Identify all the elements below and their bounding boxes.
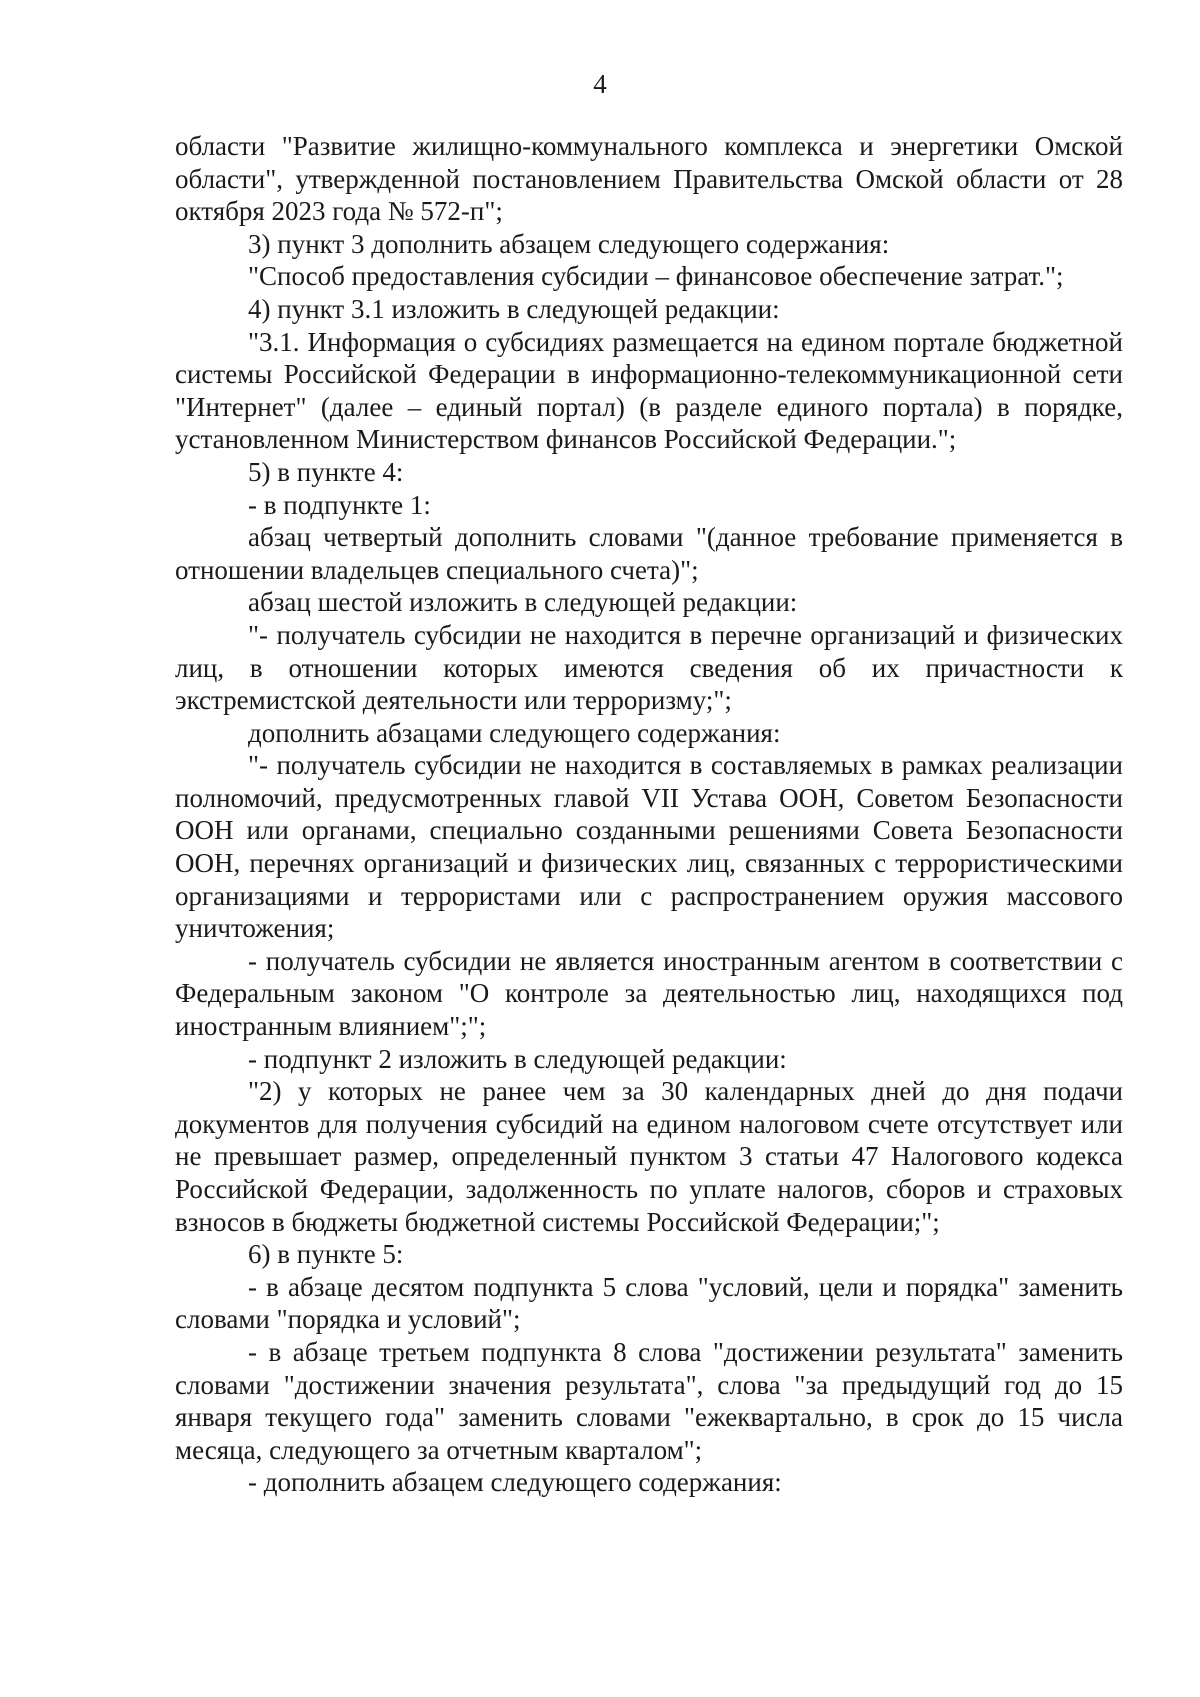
paragraph: "3.1. Информация о субсидиях размещается на едином портале бюджетной системы Российской Федерации в информационно-телекоммуникационной сети "Интернет" (далее – единый портал) (в разделе единого портала) в порядке, установленном Министерством финансов Российской Федерации."; (175, 326, 1123, 455)
paragraph: дополнить абзацами следующего содержания: (248, 717, 781, 748)
paragraph: 6) в пункте 5: (248, 1239, 404, 1270)
paragraph: - подпункт 2 изложить в следующей редакции: (248, 1043, 787, 1074)
paragraph: "- получатель субсидии не находится в перечне организаций и физических лиц, в отношении которых имеются сведения об их причастности к экстремистской деятельности или терроризму;"; (175, 619, 1123, 716)
paragraph: 4) пункт 3.1 изложить в следующей редакции: (248, 293, 780, 324)
paragraph: 3) пункт 3 дополнить абзацем следующего содержания: (248, 228, 890, 259)
paragraph: - дополнить абзацем следующего содержания: (248, 1467, 782, 1498)
paragraph: области "Развитие жилищно-коммунального комплекса и энергетики Омской области", утвержденной постановлением Правительства Омской области от 28 октября 2023 года № 572-п"; (175, 131, 1123, 227)
document-body (175, 130, 1123, 1499)
paragraph: "- получатель субсидии не находится в составляемых в рамках реализации полномочий, предусмотренных главой VII Устава ООН, Советом Безопасности ООН или органами, специально созданными решениями Совета Безопасности ООН, перечнях организаций и физических лиц, связанных с террористическими организациями и террористами или с распространением оружия массового уничтожения; (175, 750, 1123, 944)
page-number: 4 (593, 69, 607, 99)
paragraph: - в абзаце десятом подпункта 5 слова "условий, цели и порядка" заменить словами "порядка и условий"; (175, 1271, 1123, 1335)
paragraph: - в подпункте 1: (248, 489, 431, 520)
paragraph: "Способ предоставления субсидии – финансовое обеспечение затрат."; (248, 261, 1064, 292)
paragraph: - получатель субсидии не является иностранным агентом в соответствии с Федеральным законом "О контроле за деятельностью лиц, находящихся под иностранным влиянием";"; (175, 945, 1123, 1042)
paragraph: "2) у которых не ранее чем за 30 календарных дней до дня подачи документов для получения субсидий на едином налоговом счете отсутствует или не превышает размер, определенный пунктом 3 статьи 47 Налогового кодекса Российской Федерации, задолженность по уплате налогов, сборов и страховых взносов в бюджеты бюджетной системы Российской Федерации;"; (175, 1076, 1123, 1237)
paragraph: 5) в пункте 4: (248, 456, 404, 487)
paragraph: - в абзаце третьем подпункта 8 слова "достижении результата" заменить словами "достижении значения результата", слова "за предыдущий год до 15 января текущего года" заменить словами "ежеквартально, в срок до 15 числа месяца, следующего за отчетным кварталом"; (175, 1336, 1123, 1465)
paragraph: абзац четвертый дополнить словами "(данное требование применяется в отношении владельцев специального счета)"; (175, 522, 1123, 585)
paragraph: абзац шестой изложить в следующей редакции: (248, 587, 798, 618)
